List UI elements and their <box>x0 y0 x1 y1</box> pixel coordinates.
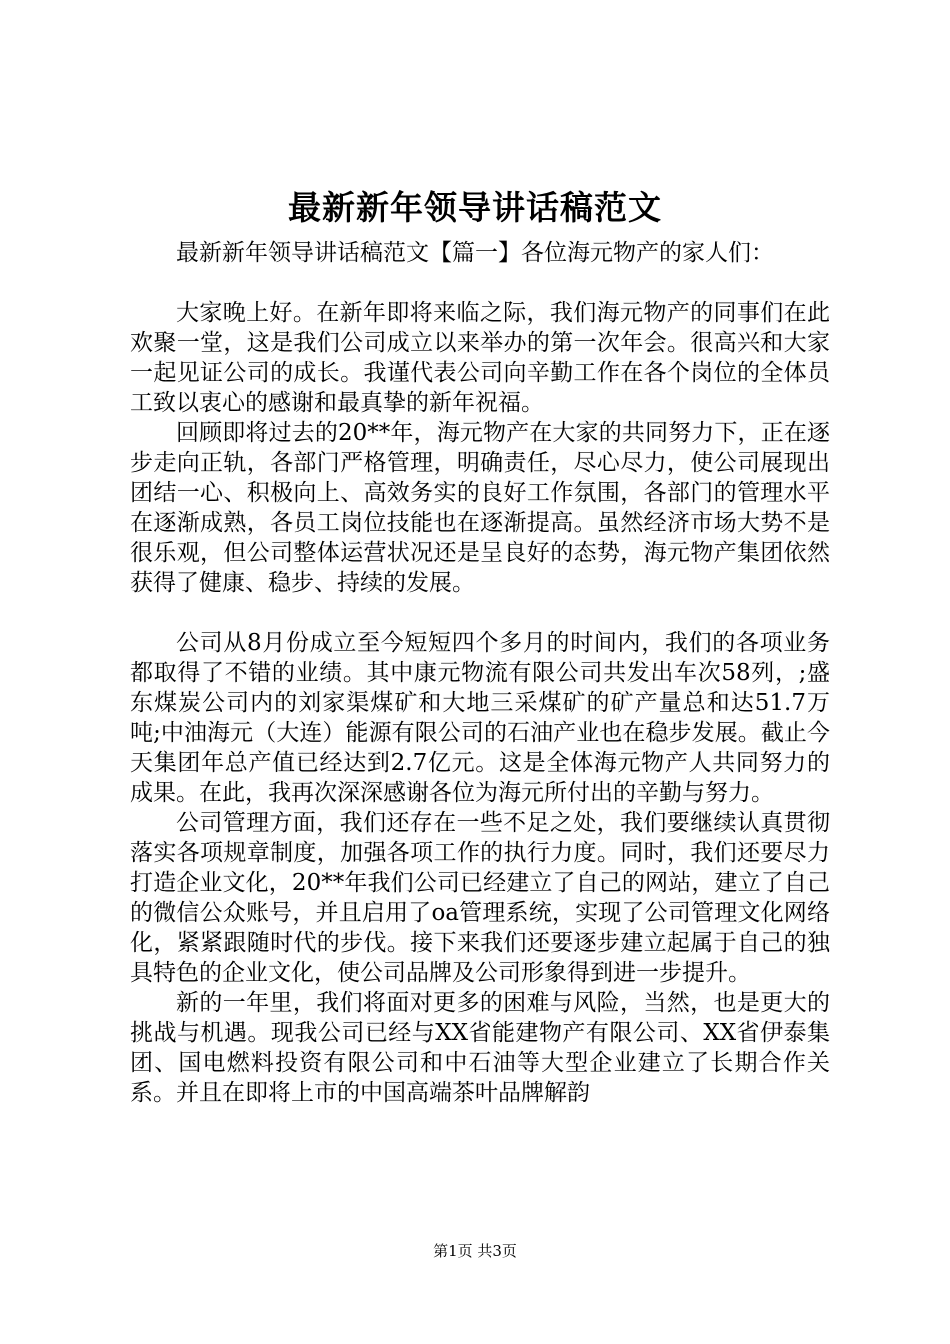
paragraph-opening: 大家晚上好。在新年即将来临之际，我们海元物产的同事们在此欢聚一堂，这是我们公司成立以来举办的第一次年会。很高兴和大家一起见证公司的成长。我谨代表公司向辛勤工作在各个岗位的全体员工致以衷心的感谢和最真挚的新年祝福。 <box>130 300 830 416</box>
paragraph-achievements: 公司从8月份成立至今短短四个多月的时间内，我们的各项业务都取得了不错的业绩。其中康元物流有限公司共发出车次58列，;盛东煤炭公司内的刘家渠煤矿和大地三采煤矿的矿产量总和达51.7万吨;中油海元（大连）能源有限公司的石油产业也在稳步发展。截止今天集团年总产值已经达到2.7亿元。这是全体海元物产人共同努力的成果。在此，我再次深深感谢各位为海元所付出的辛勤与努力。 <box>130 630 830 806</box>
page-number-footer: 第1页 共3页 <box>433 1242 517 1260</box>
paragraph-management: 公司管理方面，我们还存在一些不足之处，我们要继续认真贯彻落实各项规章制度，加强各项工作的执行力度。同时，我们还要尽力打造企业文化，20**年我们公司已经建立了自己的网站，建立了自己的微信公众账号，并且启用了oa管理系统，实现了公司管理文化网络化，紧紧跟随时代的步伐。接下来我们还要逐步建立起属于自己的独具特色的企业文化，使公司品牌及公司形象得到进一步提升。 <box>130 810 830 986</box>
paragraph-spacer <box>130 268 830 298</box>
paragraph-new-year: 新的一年里，我们将面对更多的困难与风险，当然，也是更大的挑战与机遇。现我公司已经与XX省能建物产有限公司、XX省伊泰集团、国电燃料投资有限公司和中石油等大型企业建立了长期合作关系。并且在即将上市的中国高端茶叶品牌解韵 <box>130 990 830 1106</box>
paragraph-review: 回顾即将过去的20**年，海元物产在大家的共同努力下，正在逐步走向正轨，各部门严格管理，明确责任，尽心尽力，使公司展现出团结一心、积极向上、高效务实的良好工作氛围，各部门的管理水平在逐渐成熟，各员工岗位技能也在逐渐提高。虽然经济市场大势不是很乐观，但公司整体运营状况还是呈良好的态势，海元物产集团依然获得了健康、稳步、持续的发展。 <box>130 420 830 596</box>
document-title: 最新新年领导讲话稿范文 <box>288 188 662 227</box>
document-body <box>130 238 830 1108</box>
paragraph-greeting: 最新新年领导讲话稿范文【篇一】各位海元物产的家人们： <box>176 240 774 266</box>
paragraph-spacer <box>130 598 830 628</box>
